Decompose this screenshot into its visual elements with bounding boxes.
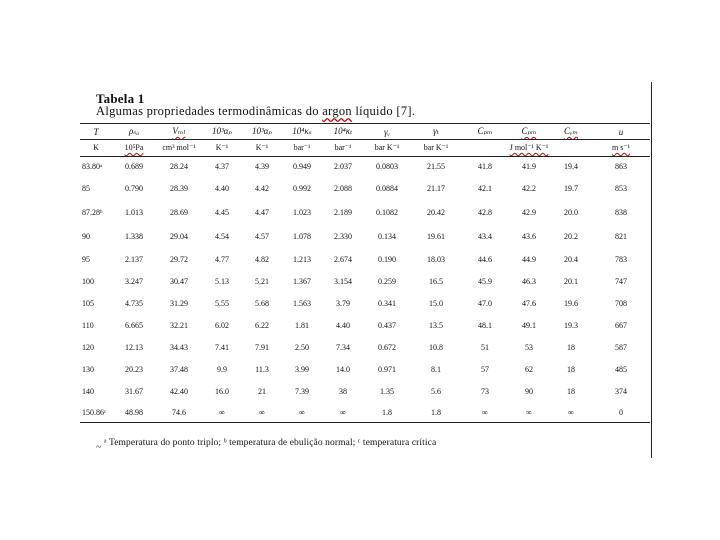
row-temperature-cell: 140 [82, 386, 94, 396]
table-cell: 7.91 [255, 342, 269, 352]
table-cell: 15.0 [429, 298, 443, 308]
header-symbol [550, 124, 592, 139]
table-cell: 28.69 [170, 207, 188, 217]
footnote: ᵃ Temperatura do ponto triplo; ᵇ temperatura de ebulição normal; ᶜ temperatura crítica [104, 438, 437, 448]
table-cell: 18.03 [427, 254, 445, 264]
table-cell: 1.81 [295, 320, 309, 330]
table-cell: 51 [481, 342, 489, 352]
table-cell: 53 [525, 342, 533, 352]
table-row [80, 224, 650, 248]
table-cell: 34.43 [170, 342, 188, 352]
table-cell: 0.689 [125, 161, 143, 171]
page-right-border [651, 82, 652, 458]
table-cell: 57 [481, 364, 489, 374]
document-page [72, 82, 650, 460]
table-cell: 13.5 [429, 320, 443, 330]
header-symbol: γᵥ [383, 126, 391, 137]
table-row [80, 292, 650, 314]
table-cell: ∞ [568, 407, 574, 417]
table-cell: 38 [339, 386, 347, 396]
header-unit [112, 139, 156, 156]
row-temperature-cell: 90 [82, 231, 90, 241]
table-cell: 7.41 [215, 342, 229, 352]
table-cell: 41.8 [478, 161, 492, 171]
header-unit [462, 139, 508, 156]
table-cell: 6.02 [215, 320, 229, 330]
table-row [80, 248, 650, 270]
row-temperature-cell: 110 [82, 320, 94, 330]
table-cell: 1.563 [293, 298, 311, 308]
row-temperature-cell: 83.80ᵃ [82, 161, 103, 171]
header-unit-underlined: m s⁻¹ [612, 143, 630, 152]
table-cell: 4.735 [125, 298, 143, 308]
table-cell: 4.54 [215, 231, 229, 241]
table-cell: 14.0 [336, 364, 350, 374]
table-cell: 2.50 [295, 342, 309, 352]
table-cell: 783 [615, 254, 627, 264]
table-cell: 4.39 [255, 161, 269, 171]
header-symbol [156, 124, 202, 139]
table-cell: ∞ [299, 407, 305, 417]
header-symbol: 10³αₚ [251, 126, 273, 136]
table-cell: 43.6 [522, 231, 536, 241]
header-unit [508, 139, 550, 156]
header-symbol [508, 124, 550, 139]
table-cell: 0.0803 [376, 161, 398, 171]
table-cell: 1.023 [293, 207, 311, 217]
header-unit: K⁻¹ [215, 143, 229, 152]
table-cell: 44.6 [478, 254, 492, 264]
table-cell: 20.23 [125, 364, 143, 374]
table-cell: 4.77 [215, 254, 229, 264]
table-cell: 48.1 [478, 320, 492, 330]
table-cell: 19.7 [564, 183, 578, 193]
table-cell: 863 [615, 161, 627, 171]
table-cell: 19.4 [564, 161, 578, 171]
table-cell: ∞ [526, 407, 532, 417]
table-cell: 4.40 [336, 320, 350, 330]
header-symbol: u [618, 126, 624, 137]
table-cell: 587 [615, 342, 627, 352]
table-cell: 7.34 [336, 342, 350, 352]
table-cell: 8.1 [431, 364, 441, 374]
rule-bottom [80, 422, 650, 423]
table-cell: 20.0 [564, 207, 578, 217]
table-cell: 0.259 [378, 276, 396, 286]
table-cell: 3.247 [125, 276, 143, 286]
table-cell: 42.8 [478, 207, 492, 217]
header-symbol-underlined: Cₚₘ [521, 126, 537, 136]
header-unit: bar⁻¹ [334, 143, 352, 152]
table-cell: 32.21 [170, 320, 188, 330]
row-temperature-cell: 85 [82, 183, 90, 193]
table-cell: 5.21 [255, 276, 269, 286]
table-row [80, 176, 650, 200]
table-cell: 0.672 [378, 342, 396, 352]
table-body [80, 156, 650, 422]
table-cell: 1.35 [380, 386, 394, 396]
row-temperature-cell: 100 [82, 276, 94, 286]
header-unit-underlined: 10⁵Pa [124, 143, 144, 152]
row-temperature-cell: 120 [82, 342, 94, 352]
table-cell: 20.4 [564, 254, 578, 264]
table-cell: 18 [567, 342, 575, 352]
table-cell: 1.013 [125, 207, 143, 217]
table-cell: 30.47 [170, 276, 188, 286]
table-cell: 19.61 [427, 231, 445, 241]
subtitle-post: líquido [7]. [351, 104, 416, 118]
table-cell: 9.9 [217, 364, 227, 374]
table-cell: 3.99 [295, 364, 309, 374]
table-cell: 42.1 [478, 183, 492, 193]
header-unit-underlined: J mol⁻¹ K⁻¹ [509, 143, 549, 152]
header-unit: cm³ mol⁻¹ [162, 143, 196, 152]
header-symbol: 10⁴κₛ [292, 126, 312, 136]
table-cell: 42.40 [170, 386, 188, 396]
table-cell: 44.9 [522, 254, 536, 264]
table-cell: 1.367 [293, 276, 311, 286]
table-cell: 0.790 [125, 183, 143, 193]
table-cell: 20.2 [564, 231, 578, 241]
table-row [80, 336, 650, 358]
table-cell: 708 [615, 298, 627, 308]
table-cell: ∞ [259, 407, 265, 417]
table-cell: 47.6 [522, 298, 536, 308]
header-symbol: Cₚₘ [477, 126, 493, 136]
table-cell: 0.437 [378, 320, 396, 330]
table-cell: 0.992 [293, 183, 311, 193]
row-temperature-cell: 150.86ᶜ [82, 407, 107, 417]
table-cell: 21.55 [427, 161, 445, 171]
table-cell: 41.9 [522, 161, 536, 171]
header-symbol-underlined: Vₘₗ [172, 126, 186, 136]
header-unit: bar K⁻¹ [423, 143, 449, 152]
table-cell: 90 [525, 386, 533, 396]
table-cell: 3.154 [334, 276, 352, 286]
table-cell: 18 [567, 364, 575, 374]
table-cell: ∞ [482, 407, 488, 417]
header-unit: K [93, 143, 99, 152]
table-cell: 29.72 [170, 254, 188, 264]
table-cell: 73 [481, 386, 489, 396]
table-cell: 46.3 [522, 276, 536, 286]
table-cell: 374 [615, 386, 627, 396]
table-cell: 485 [615, 364, 627, 374]
header-symbol: 10³αₚ [211, 126, 233, 136]
table-cell: 19.3 [564, 320, 578, 330]
table-cell: 10.8 [429, 342, 443, 352]
table-cell: 0.0884 [376, 183, 398, 193]
table-cell: 4.40 [215, 183, 229, 193]
table-row [80, 358, 650, 380]
table-cell: 2.330 [334, 231, 352, 241]
table-cell: 0.134 [378, 231, 396, 241]
table-cell: 2.137 [125, 254, 143, 264]
table-cell: 4.57 [255, 231, 269, 241]
table-cell: 821 [615, 231, 627, 241]
table-subtitle [96, 104, 415, 119]
subtitle-underlined-word: argon [322, 104, 352, 118]
table-cell: 28.39 [170, 183, 188, 193]
table-cell: 2.088 [334, 183, 352, 193]
table-cell: 747 [615, 276, 627, 286]
table-cell: 28.24 [170, 161, 188, 171]
header-symbol: T [93, 126, 99, 137]
table-cell: 0.949 [293, 161, 311, 171]
table-cell: 6.22 [255, 320, 269, 330]
table-row [80, 380, 650, 402]
row-temperature-cell: 87.28ᵇ [82, 207, 103, 217]
table-cell: 3.79 [336, 298, 350, 308]
table-row [80, 156, 650, 176]
table-cell: 37.48 [170, 364, 188, 374]
table-cell: ∞ [219, 407, 225, 417]
table-cell: 4.47 [255, 207, 269, 217]
table-cell: 7.39 [295, 386, 309, 396]
table-cell: 4.37 [215, 161, 229, 171]
table-cell: 18 [567, 386, 575, 396]
table-cell: 0.341 [378, 298, 396, 308]
table-cell: 1.8 [431, 407, 441, 417]
table-cell: 4.45 [215, 207, 229, 217]
header-symbol: 10⁴κₜ [333, 126, 353, 136]
table-cell: 16.5 [429, 276, 443, 286]
table-cell: 5.13 [215, 276, 229, 286]
row-temperature-cell: 95 [82, 254, 90, 264]
table-row [80, 200, 650, 224]
header-unit [592, 139, 650, 156]
table-cell: 2.674 [334, 254, 352, 264]
table-cell: 45.9 [478, 276, 492, 286]
table-cell: 21.17 [427, 183, 445, 193]
table-cell: 1.213 [293, 254, 311, 264]
table-row [80, 402, 650, 422]
table-cell: 31.67 [125, 386, 143, 396]
table-cell: 43.4 [478, 231, 492, 241]
header-unit: bar K⁻¹ [374, 143, 400, 152]
table-cell: 16.0 [215, 386, 229, 396]
header-symbol-underlined: Cᵥₘ [563, 126, 579, 136]
header-units-row [80, 139, 650, 156]
table-cell: 2.189 [334, 207, 352, 217]
table-cell: 47.0 [478, 298, 492, 308]
table-cell: 838 [615, 207, 627, 217]
table-cell: 5.6 [431, 386, 441, 396]
table-cell: 0.190 [378, 254, 396, 264]
header-symbol: ρₛₐ [129, 126, 139, 136]
table-cell: 42.2 [522, 183, 536, 193]
table-cell: 0.971 [378, 364, 396, 374]
table-cell: 74.6 [172, 407, 186, 417]
table-cell: 11.3 [255, 364, 269, 374]
table-cell: 2.037 [334, 161, 352, 171]
row-temperature-cell: 130 [82, 364, 94, 374]
properties-table [80, 124, 650, 422]
table-cell: 42.9 [522, 207, 536, 217]
header-unit: bar⁻¹ [293, 143, 311, 152]
subtitle-pre: Algumas propriedades termodinâmicas do [96, 104, 323, 118]
table-cell: 6.665 [125, 320, 143, 330]
table-cell: 0 [619, 407, 623, 417]
table-cell: 667 [615, 320, 627, 330]
table-cell: 853 [615, 183, 627, 193]
header-unit: K⁻¹ [255, 143, 269, 152]
footnote-mark: ~ [96, 442, 102, 453]
table-cell: 4.82 [255, 254, 269, 264]
table-cell: 0.1082 [376, 207, 398, 217]
table-cell: 5.68 [255, 298, 269, 308]
table-cell: 49.1 [522, 320, 536, 330]
header-unit [550, 139, 592, 156]
table-row [80, 314, 650, 336]
table-cell: 62 [525, 364, 533, 374]
header-symbol: γₜ [433, 126, 439, 136]
table-cell: 19.6 [564, 298, 578, 308]
table-cell: 12.13 [125, 342, 143, 352]
header-symbols-row [80, 124, 650, 139]
table-cell: 1.338 [125, 231, 143, 241]
table-title: Tabela 1 [96, 91, 145, 106]
table-cell: 1.8 [382, 407, 392, 417]
table-cell: 5.55 [215, 298, 229, 308]
table-cell: 21 [258, 386, 266, 396]
table-cell: 31.29 [170, 298, 188, 308]
table-cell: 4.42 [255, 183, 269, 193]
table-cell: 20.1 [564, 276, 578, 286]
table-cell: 1.078 [293, 231, 311, 241]
table-cell: 48.98 [125, 407, 143, 417]
table-cell: 29.04 [170, 231, 188, 241]
table-cell: ∞ [340, 407, 346, 417]
row-temperature-cell: 105 [82, 298, 94, 308]
table-row [80, 270, 650, 292]
table-cell: 20.42 [427, 207, 445, 217]
